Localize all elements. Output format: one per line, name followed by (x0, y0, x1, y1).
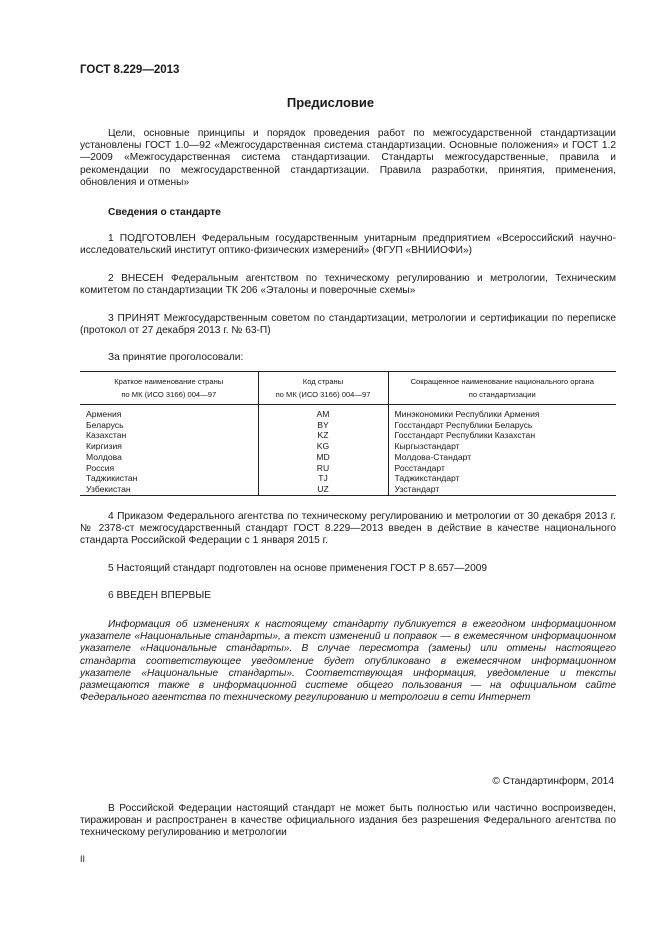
header-body: Сокращенное наименование национального органа по стандартизации (388, 372, 616, 405)
page-title: Предисловие (286, 95, 375, 110)
item-5 (80, 563, 616, 575)
notice-text: Информация об изменениях к настоящему стандарту публикуется в ежегодном информационном указателе «Национальные стандарты», а текст изменений и поправок — в ежемесячном информационном указателе «Национальные стандарты». В случае пересмотра (замены) или отмены настоящего стандарта соответствующее уведомление будет опубликовано в ежемесячном информационном указателе «Национальные стандарты». Соответствующая информация, уведомление и тексты размещаются также в информационной системе общего пользования — на официальном сайте Федерального агентства по техническому регулированию и метрологии в сети Интернет (80, 619, 616, 704)
item-4-text: 4 Приказом Федерального агентства по техническому регулированию и метрологии от 30 декабря 2013 г. № 2378-ст межгосударственный стандарт ГОСТ 8.229—2013 введен в действие в качестве национального стандарта Российской Федерации с 1 января 2015 г. (80, 511, 616, 547)
vote-label (80, 352, 616, 364)
rights-paragraph (80, 803, 616, 840)
item-1-text: 1 ПОДГОТОВЛЕН Федеральным государственным унитарным предприятием «Всероссийский научно-исследовательский институт оптико-физических измерений» (ФГУП «ВНИИОФИ») (80, 233, 616, 257)
table-header-row (80, 372, 616, 405)
item-1 (80, 233, 616, 257)
item-6 (80, 590, 616, 602)
item-6-text: 6 ВВЕДЕН ВПЕРВЫЕ (108, 590, 212, 601)
item-2-text: 2 ВНЕСЕН Федеральным агентством по техническому регулированию и метрологии, Техническим комитетом по стандартизации ТК 206 «Эталоны и поверочные схемы» (80, 273, 616, 297)
voting-table (80, 371, 616, 496)
intro-paragraph (80, 128, 616, 189)
table-row (80, 405, 616, 496)
item-3-text: 3 ПРИНЯТ Межгосударственным советом по стандартизации, метрологии и сертификации по переписке (протокол от 27 декабря 2013 г. № 63-П) (80, 313, 616, 337)
item-4 (80, 511, 616, 548)
header-country: Краткое наименование страны по МК (ИСО 3166) 004—97 (80, 372, 258, 405)
section-title: Сведения о стандарте (108, 207, 221, 218)
item-5-text: 5 Настоящий стандарт подготовлен на основе применения ГОСТ Р 8.657—2009 (108, 563, 488, 574)
vote-label-text: За принятие проголосовали: (108, 352, 244, 363)
item-3 (80, 313, 616, 337)
copyright: © Стандартинформ, 2014 (492, 776, 614, 787)
notice-paragraph (80, 619, 616, 704)
country-codes: AM BY KZ KG MD RU TJ UZ (258, 405, 388, 496)
item-2 (80, 273, 616, 297)
document-header: ГОСТ 8.229—2013 (80, 64, 180, 76)
intro-text: Цели, основные принципы и порядок проведения работ по межгосударственной стандартизации установлены ГОСТ 1.0—92 «Межгосударственная система стандартизации. Основные положения» и ГОСТ 1.2—2009 «Межгосударственная система стандартизации. Стандарты межгосударственные, правила и рекомендации по межгосударственной стандартизации. Правила разработки, принятия, применения, обновления и отмены» (80, 128, 616, 188)
rights-text: В Российской Федерации настоящий стандарт не может быть полностью или частично воспроизведен, тиражирован и распространен в качестве официального издания без разрешения Федерального агентства по техническому регулированию и метрологии (80, 803, 616, 839)
header-code: Код страны по МК (ИСО 3166) 004—97 (258, 372, 388, 405)
standards-bodies: Минэкономики Республики Армения Госстандарт Республики Беларусь Госстандарт Республики Казахстан Кыргызстандарт Молдова-Стандарт Росстандарт Таджикстандарт Узстандарт (388, 405, 616, 496)
country-names: Армения Беларусь Казахстан Киргизия Молдова Россия Таджикистан Узбекистан (80, 405, 258, 496)
page-number: II (80, 854, 86, 864)
